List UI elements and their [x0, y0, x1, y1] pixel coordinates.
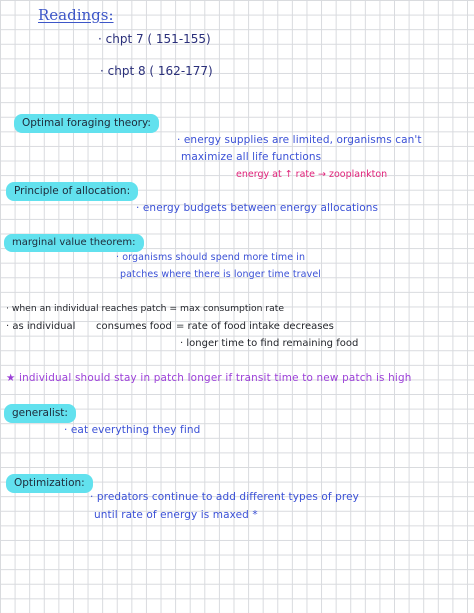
- star-note: ★ individual should stay in patch longer if transit time to new patch is high: [6, 372, 412, 384]
- note-line-1: · when an individual reaches patch = max consumption rate: [6, 303, 285, 314]
- marginal-value-heading: marginal value theorem:: [4, 234, 144, 252]
- reading-item-chpt-7: · chpt 7 ( 151-155): [98, 32, 211, 46]
- optimal-foraging-heading: Optimal foraging theory:: [14, 114, 159, 133]
- generalist-line-1: · eat everything they find: [64, 424, 201, 436]
- optimization-line-2: until rate of energy is maxed *: [94, 509, 258, 521]
- optimization-heading: Optimization:: [6, 474, 93, 493]
- note-line-2a: · as individual: [6, 321, 76, 332]
- optimal-foraging-note: energy at ↑ rate → zooplankton: [236, 169, 388, 180]
- note-line-3: · longer time to find remaining food: [180, 338, 359, 349]
- optimal-foraging-line-1: · energy supplies are limited, organisms can't: [177, 134, 422, 146]
- note-line-2c: = rate of food intake decreases: [176, 321, 334, 332]
- generalist-heading: generalist:: [4, 404, 76, 423]
- note-line-2b: consumes food: [96, 321, 172, 332]
- optimization-line-1: · predators continue to add different types of prey: [90, 491, 359, 503]
- marginal-value-line-2: patches where there is longer time travel: [120, 269, 322, 280]
- principle-allocation-line-1: · energy budgets between energy allocations: [136, 202, 379, 214]
- principle-allocation-heading: Principle of allocation:: [6, 182, 138, 201]
- reading-item-chpt-8: · chpt 8 ( 162-177): [100, 64, 213, 78]
- marginal-value-line-1: · organisms should spend more time in: [116, 252, 306, 263]
- readings-title: Readings:: [38, 6, 114, 24]
- optimal-foraging-line-2: maximize all life functions: [181, 151, 322, 163]
